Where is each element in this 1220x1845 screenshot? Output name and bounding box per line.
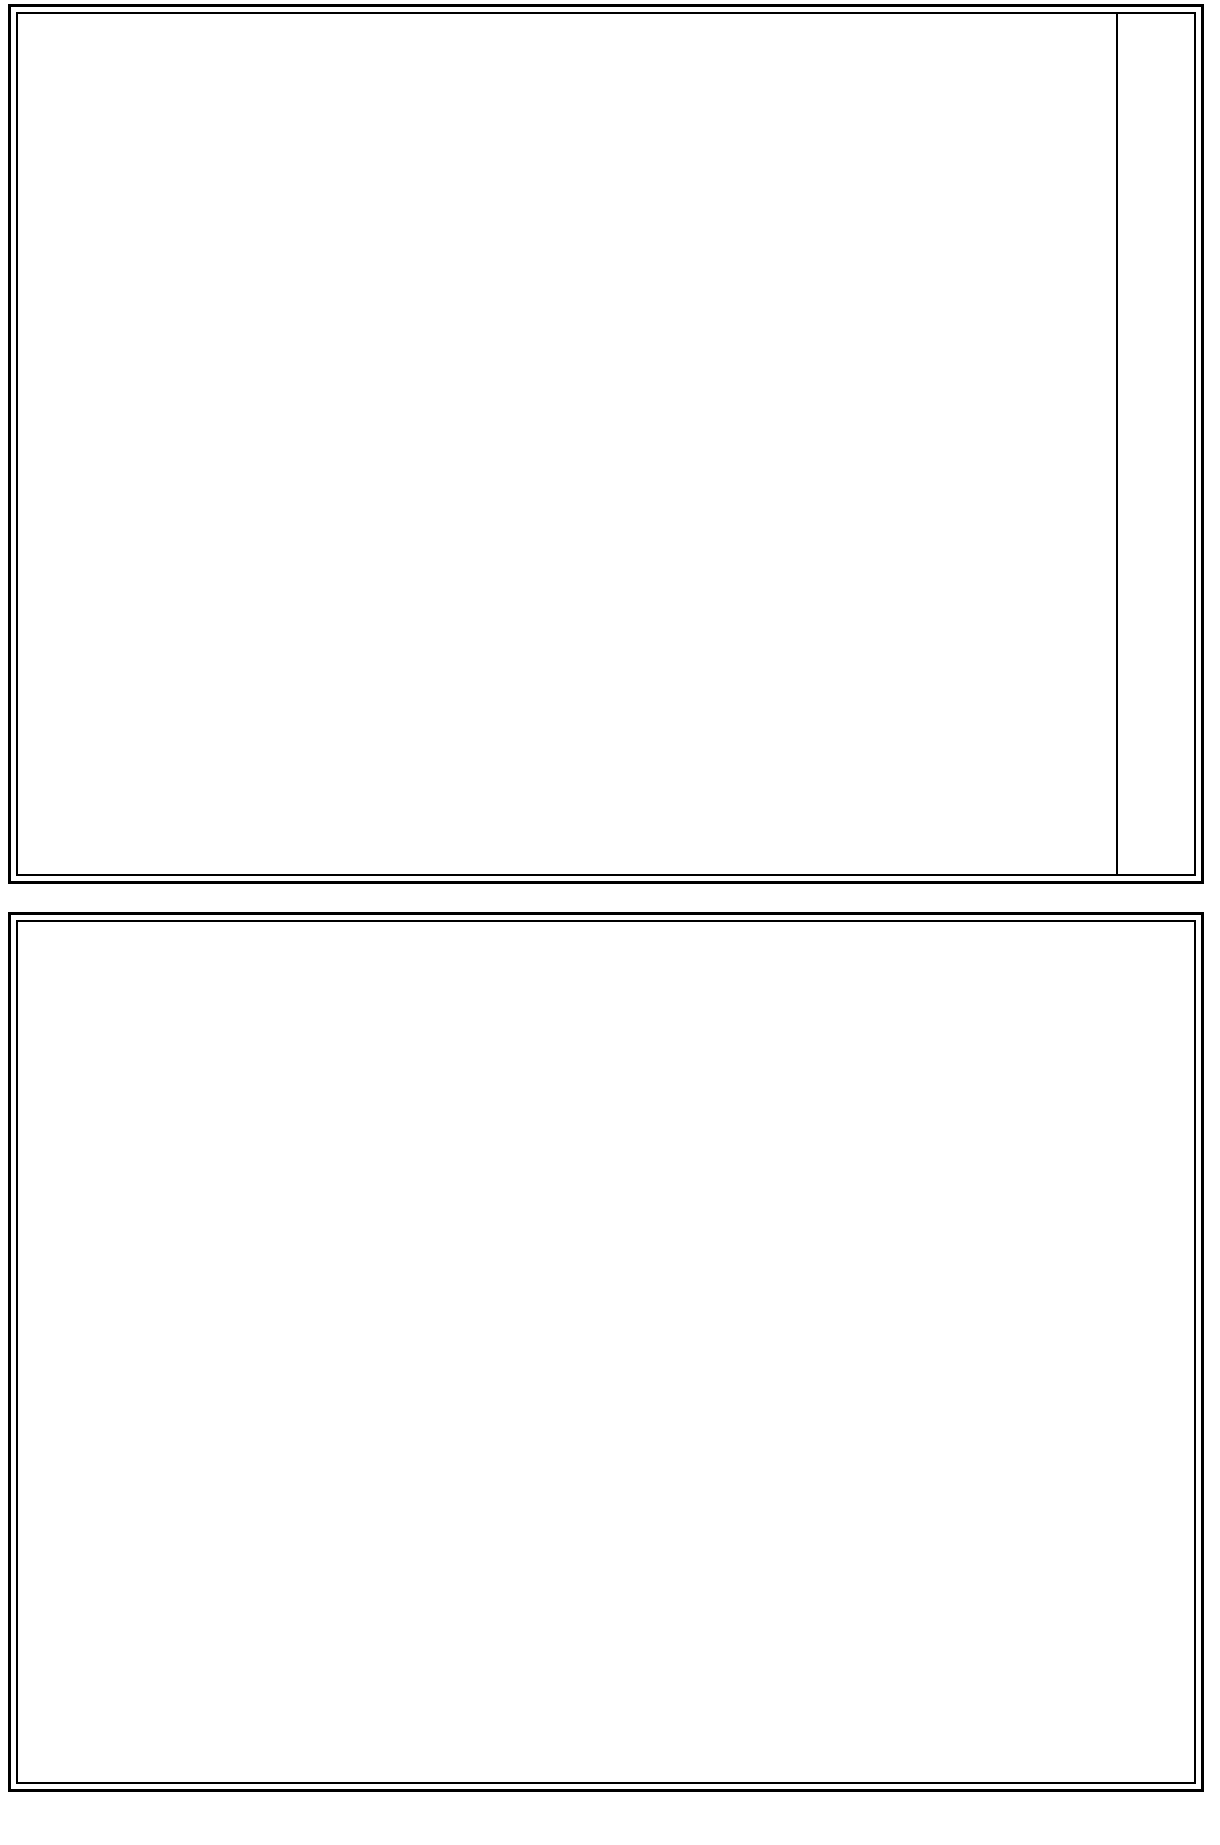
bottom-page-frame	[8, 912, 1204, 1792]
top-column-grid	[18, 14, 1194, 874]
heading-column-medicine	[1046, 14, 1116, 874]
top-page-frame	[8, 4, 1204, 884]
bottom-column-grid	[18, 922, 1194, 1782]
title-column	[1116, 14, 1194, 874]
